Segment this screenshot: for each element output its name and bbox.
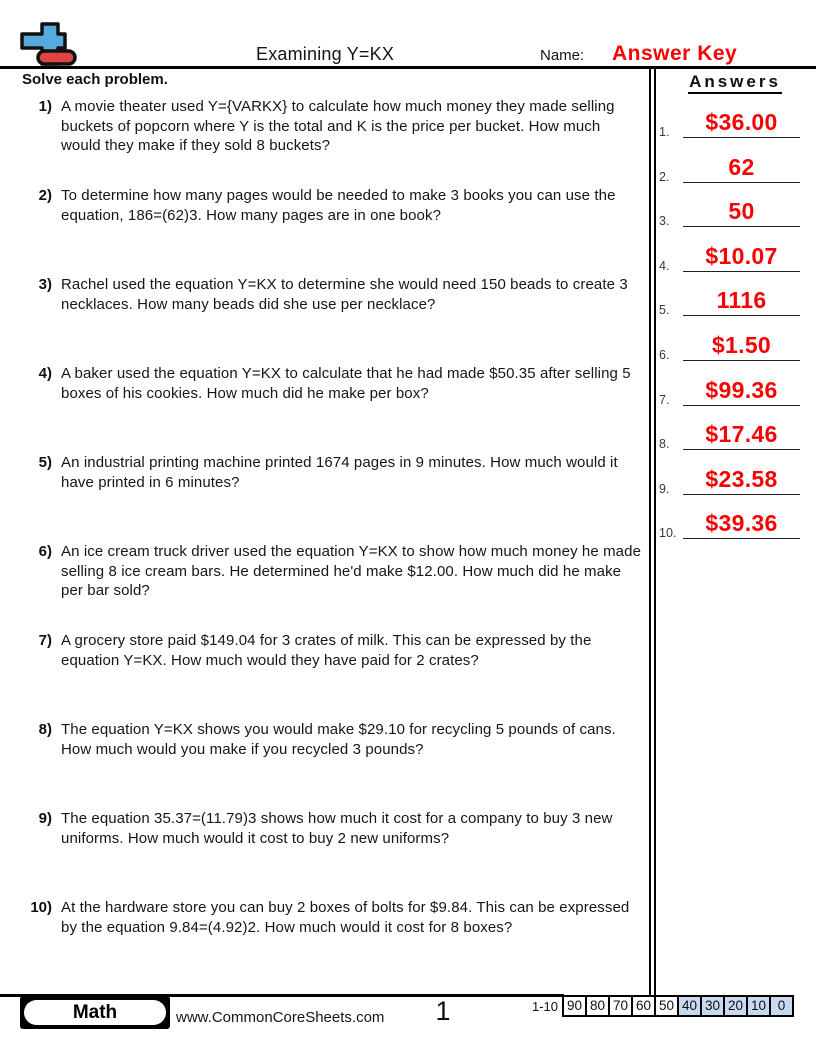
- problem-5: [26, 453, 644, 492]
- problem-6: [26, 542, 644, 601]
- answer-value: 1116: [683, 284, 800, 316]
- answers-divider: [649, 68, 656, 996]
- answer-row-1: [657, 107, 807, 138]
- score-range-label: 1-10: [531, 999, 558, 1014]
- score-cell: 70: [608, 997, 631, 1015]
- score-cell: 10: [746, 997, 769, 1015]
- answer-value: $1.50: [683, 329, 800, 361]
- score-table: [562, 995, 794, 1017]
- answer-value: $17.46: [683, 418, 800, 450]
- answer-row-4: [657, 241, 807, 272]
- problem-4: [26, 364, 644, 403]
- answer-number: 6.: [659, 348, 670, 362]
- answer-number: 2.: [659, 170, 670, 184]
- answer-number: 9.: [659, 482, 670, 496]
- problem-number: 10): [30, 899, 52, 916]
- answer-row-10: [657, 508, 807, 539]
- answer-number: 8.: [659, 437, 670, 451]
- answer-number: 7.: [659, 393, 670, 407]
- page-number: 1: [435, 996, 451, 1026]
- answer-row-6: [657, 330, 807, 361]
- problem-text: A grocery store paid $149.04 for 3 crates of milk. This can be expressed by the equation Y=KX. How much would they have paid for 2 crates?: [61, 632, 592, 669]
- score-cell: 0: [769, 997, 792, 1015]
- answer-value: $23.58: [683, 463, 800, 495]
- header-rule: [0, 66, 816, 69]
- answer-value: $99.36: [683, 374, 800, 406]
- answer-number: 1.: [659, 125, 670, 139]
- answer-number: 3.: [659, 214, 670, 228]
- problem-9: [26, 809, 644, 848]
- problem-number: 4): [38, 365, 52, 382]
- answer-row-3: [657, 196, 807, 227]
- score-cell: 40: [677, 997, 700, 1015]
- problem-text: To determine how many pages would be needed to make 3 books you can use the equation, 186=(62)3. How many pages are in one book?: [61, 187, 616, 224]
- score-cell: 80: [585, 997, 608, 1015]
- answer-value: $36.00: [683, 106, 800, 138]
- problem-7: [26, 631, 644, 670]
- website-text: www.CommonCoreSheets.com: [176, 1009, 385, 1026]
- answer-row-5: [657, 285, 807, 316]
- problem-number: 7): [38, 632, 52, 649]
- problem-number: 1): [38, 98, 52, 115]
- worksheet-title: Examining Y=KX: [256, 44, 395, 64]
- score-cell: 90: [566, 998, 583, 1013]
- problem-number: 3): [38, 276, 52, 293]
- answer-number: 5.: [659, 303, 670, 317]
- problem-text: A movie theater used Y={VARKX} to calculate how much money they made selling buckets of popcorn where Y is the total and K is the price per bucket. How much would they make if they sold 8 buckets?: [61, 98, 615, 154]
- answer-value: 62: [683, 151, 800, 183]
- instructions-text: Solve each problem.: [22, 71, 168, 88]
- score-cell: 60: [631, 997, 654, 1015]
- answer-key-text: Answer Key: [612, 42, 738, 65]
- answer-number: 4.: [659, 259, 670, 273]
- problem-number: 9): [38, 810, 52, 827]
- score-cell: 20: [723, 997, 746, 1015]
- score-cell: 50: [654, 997, 677, 1015]
- problem-text: A baker used the equation Y=KX to calculate that he had made $50.35 after selling 5 boxes of his cookies. How much did he make per box?: [61, 365, 631, 402]
- answer-row-9: [657, 464, 807, 495]
- problem-3: [26, 275, 644, 314]
- problem-1: [26, 97, 644, 156]
- problem-8: [26, 720, 644, 759]
- plus-minus-logo-icon: [20, 21, 78, 67]
- problem-text: Rachel used the equation Y=KX to determine she would need 150 beads to create 3 necklaces. How many beads did she use per necklace?: [61, 276, 628, 313]
- problem-10: [26, 898, 644, 937]
- problem-text: The equation 35.37=(11.79)3 shows how much it cost for a company to buy 3 new uniforms. How much would it cost to buy 2 new uniforms?: [61, 810, 613, 847]
- name-label: Name:: [540, 47, 585, 64]
- problem-2: [26, 186, 644, 225]
- answer-value: 50: [683, 195, 800, 227]
- answer-number: 10.: [659, 526, 677, 540]
- answers-heading: Answers: [660, 72, 810, 92]
- problem-text: An ice cream truck driver used the equation Y=KX to show how much money he made selling 8 ice cream bars. He determined he'd make $12.00. How much did he make per bar sold?: [61, 543, 642, 599]
- answer-row-8: [657, 419, 807, 450]
- subject-badge: [20, 996, 170, 1029]
- answer-value: $39.36: [683, 507, 800, 539]
- score-cell: 30: [700, 997, 723, 1015]
- problem-number: 8): [38, 721, 52, 738]
- problem-number: 2): [38, 187, 52, 204]
- problem-number: 6): [38, 543, 52, 560]
- problem-text: The equation Y=KX shows you would make $29.10 for recycling 5 pounds of cans. How much would you make if you recycled 3 pounds?: [61, 721, 616, 758]
- answer-row-2: [657, 152, 807, 183]
- answer-value: $10.07: [683, 240, 800, 272]
- answer-row-7: [657, 375, 807, 406]
- problem-text: An industrial printing machine printed 1674 pages in 9 minutes. How much would it have printed in 6 minutes?: [61, 454, 618, 491]
- subject-badge-label: Math: [24, 1000, 166, 1025]
- problem-text: At the hardware store you can buy 2 boxes of bolts for $9.84. This can be expressed by the equation 9.84=(4.92)2. How much would it cost for 8 boxes?: [61, 899, 630, 936]
- problem-number: 5): [38, 454, 52, 471]
